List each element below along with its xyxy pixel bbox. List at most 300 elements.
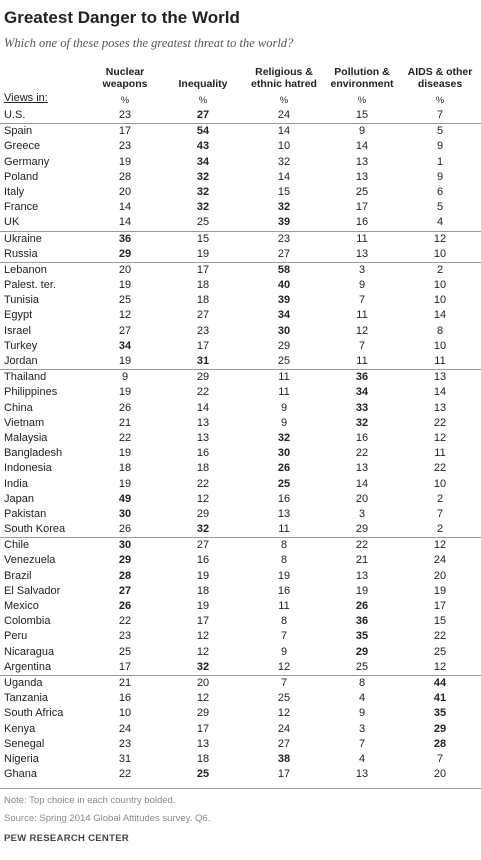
value-cell: 19 — [118, 355, 132, 367]
value-cell: 29 — [277, 339, 291, 352]
value-cell: 16 — [118, 692, 132, 705]
value-cell: 12 — [196, 630, 210, 643]
value-cell: 18 — [196, 752, 210, 765]
value-cell: 30 — [277, 324, 291, 337]
column-header-line2: environment — [330, 78, 394, 90]
column-header-line1: AIDS & other — [407, 66, 473, 78]
country-label: Chile — [4, 539, 30, 552]
value-cell: 20 — [118, 263, 132, 276]
value-cell: 11 — [278, 386, 290, 399]
country-label: Kenya — [4, 722, 36, 735]
value-cell: 36 — [355, 615, 369, 628]
value-cell: 32 — [196, 660, 210, 673]
value-cell: 18 — [196, 584, 210, 597]
table-row — [0, 215, 481, 230]
country-label: Venezuela — [4, 554, 56, 567]
value-cell: 9 — [436, 170, 444, 183]
value-cell: 12 — [433, 539, 447, 552]
value-cell: 21 — [118, 416, 132, 429]
table-row — [0, 614, 481, 629]
country-label: Turkey — [4, 339, 38, 352]
country-label: Bangladesh — [4, 447, 63, 460]
value-cell: 14 — [433, 309, 447, 322]
table-row — [0, 691, 481, 706]
value-cell: 22 — [433, 630, 447, 643]
table-row — [0, 324, 481, 339]
table-row — [0, 537, 481, 553]
data-table — [0, 108, 481, 782]
value-cell: 9 — [280, 645, 288, 658]
value-cell: 7 — [436, 507, 444, 520]
table-row — [0, 569, 481, 584]
country-label: UK — [4, 216, 20, 229]
country-label: Russia — [4, 247, 38, 260]
table-row — [0, 522, 481, 537]
value-cell: 12 — [118, 309, 132, 322]
value-cell: 10 — [433, 279, 447, 292]
value-cell: 12 — [196, 492, 210, 505]
value-cell: 17 — [118, 660, 132, 673]
value-cell: 13 — [355, 247, 369, 260]
country-label: Thailand — [4, 371, 47, 384]
table-row — [0, 477, 481, 492]
country-label: South Korea — [4, 523, 66, 536]
value-cell: 18 — [196, 279, 210, 292]
value-cell: 16 — [196, 554, 210, 567]
value-cell: 14 — [355, 140, 369, 153]
value-cell: 19 — [277, 569, 291, 582]
value-cell: 9 — [358, 707, 366, 720]
table-row — [0, 231, 481, 247]
value-cell: 54 — [196, 125, 210, 138]
table-row — [0, 123, 481, 139]
table-row — [0, 108, 481, 123]
table-row — [0, 369, 481, 385]
table-row — [0, 155, 481, 170]
table-row — [0, 446, 481, 461]
value-cell: 17 — [118, 125, 132, 138]
table-row — [0, 461, 481, 476]
value-cell: 34 — [277, 309, 291, 322]
value-cell: 11 — [278, 523, 290, 536]
table-bottom-rule — [0, 788, 481, 789]
value-cell: 21 — [118, 676, 132, 689]
country-label: Tanzania — [4, 692, 49, 705]
table-row — [0, 629, 481, 644]
value-cell: 25 — [277, 692, 291, 705]
value-cell: 32 — [277, 201, 291, 214]
table-row — [0, 675, 481, 691]
value-cell: 19 — [196, 569, 210, 582]
value-cell: 29 — [196, 507, 210, 520]
country-label: Lebanon — [4, 263, 47, 276]
value-cell: 31 — [118, 752, 132, 765]
value-cell: 8 — [436, 324, 444, 337]
country-label: Japan — [4, 492, 34, 505]
value-cell: 11 — [356, 232, 368, 245]
value-cell: 23 — [196, 324, 210, 337]
value-cell: 32 — [196, 523, 210, 536]
value-cell: 19 — [433, 584, 447, 597]
unit-label: % — [198, 95, 208, 106]
table-row — [0, 185, 481, 200]
table-row — [0, 767, 481, 782]
value-cell: 49 — [118, 492, 132, 505]
value-cell: 7 — [436, 752, 444, 765]
country-label: U.S. — [4, 109, 26, 121]
table-row — [0, 339, 481, 354]
value-cell: 31 — [196, 355, 210, 367]
value-cell: 23 — [118, 109, 132, 121]
value-cell: 44 — [433, 676, 447, 689]
value-cell: 10 — [433, 247, 447, 260]
column-header-line1: Inequality — [178, 78, 228, 90]
table-row — [0, 553, 481, 568]
value-cell: 5 — [436, 125, 444, 138]
value-cell: 27 — [118, 584, 132, 597]
value-cell: 32 — [196, 201, 210, 214]
value-cell: 21 — [355, 554, 369, 567]
value-cell: 27 — [196, 539, 210, 552]
value-cell: 16 — [277, 584, 291, 597]
value-cell: 20 — [118, 185, 132, 198]
country-label: Peru — [4, 630, 28, 643]
value-cell: 14 — [355, 477, 369, 490]
value-cell: 25 — [118, 294, 132, 307]
unit-label: % — [357, 95, 367, 106]
value-cell: 22 — [118, 431, 132, 444]
table-row — [0, 139, 481, 154]
value-cell: 29 — [196, 371, 210, 384]
value-cell: 12 — [196, 692, 210, 705]
chart-title: Greatest Danger to the World — [4, 8, 240, 27]
value-cell: 3 — [358, 263, 366, 276]
value-cell: 20 — [433, 569, 447, 582]
column-header-line1: Pollution & — [334, 66, 390, 78]
country-label: Brazil — [4, 569, 32, 582]
country-label: Argentina — [4, 660, 52, 673]
value-cell: 7 — [358, 294, 366, 307]
country-label: South Africa — [4, 707, 64, 720]
value-cell: 19 — [118, 477, 132, 490]
value-cell: 30 — [277, 447, 291, 460]
value-cell: 29 — [355, 523, 369, 536]
value-cell: 23 — [118, 630, 132, 643]
value-cell: 29 — [355, 645, 369, 658]
table-row — [0, 599, 481, 614]
value-cell: 20 — [433, 768, 447, 781]
value-cell: 2 — [436, 263, 444, 276]
value-cell: 24 — [118, 722, 132, 735]
value-cell: 32 — [355, 416, 369, 429]
value-cell: 27 — [277, 247, 291, 260]
value-cell: 4 — [436, 216, 444, 229]
table-row — [0, 401, 481, 416]
value-cell: 17 — [433, 600, 447, 612]
value-cell: 9 — [280, 416, 288, 429]
value-cell: 27 — [196, 309, 210, 322]
value-cell: 22 — [118, 615, 132, 628]
row-header-label: Views in: — [4, 92, 48, 104]
value-cell: 23 — [118, 140, 132, 153]
value-cell: 25 — [196, 216, 210, 229]
country-label: Pakistan — [4, 507, 47, 520]
value-cell: 39 — [277, 294, 291, 307]
value-cell: 33 — [355, 401, 369, 414]
value-cell: 5 — [436, 201, 444, 214]
value-cell: 13 — [355, 768, 369, 781]
value-cell: 18 — [196, 294, 210, 307]
value-cell: 25 — [355, 185, 369, 198]
value-cell: 13 — [355, 155, 369, 168]
value-cell: 3 — [358, 507, 366, 520]
table-row — [0, 200, 481, 215]
value-cell: 32 — [196, 170, 210, 183]
value-cell: 13 — [196, 431, 210, 444]
org-credit: PEW RESEARCH CENTER — [4, 833, 129, 844]
column-header — [85, 66, 165, 90]
value-cell: 18 — [118, 462, 132, 475]
value-cell: 25 — [118, 645, 132, 658]
value-cell: 19 — [355, 584, 369, 597]
value-cell: 19 — [118, 447, 132, 460]
table-row — [0, 278, 481, 293]
table-row — [0, 293, 481, 308]
value-cell: 36 — [118, 232, 132, 245]
value-cell: 9 — [121, 371, 129, 384]
value-cell: 38 — [277, 752, 291, 765]
value-cell: 17 — [196, 722, 210, 735]
value-cell: 10 — [277, 140, 291, 153]
value-cell: 27 — [196, 109, 210, 121]
value-cell: 17 — [277, 768, 291, 781]
value-cell: 12 — [277, 707, 291, 720]
value-cell: 25 — [355, 660, 369, 673]
value-cell: 15 — [277, 185, 291, 198]
column-header-line2: diseases — [417, 78, 463, 90]
value-cell: 7 — [280, 630, 288, 643]
value-cell: 10 — [433, 339, 447, 352]
value-cell: 6 — [436, 185, 444, 198]
country-label: Israel — [4, 324, 31, 337]
value-cell: 39 — [277, 216, 291, 229]
value-cell: 18 — [196, 462, 210, 475]
value-cell: 13 — [355, 170, 369, 183]
value-cell: 12 — [196, 645, 210, 658]
value-cell: 13 — [277, 507, 291, 520]
value-cell: 14 — [118, 201, 132, 214]
value-cell: 7 — [358, 737, 366, 750]
value-cell: 19 — [118, 155, 132, 168]
value-cell: 7 — [280, 676, 288, 689]
value-cell: 15 — [196, 232, 210, 245]
country-label: China — [4, 401, 33, 414]
value-cell: 17 — [196, 263, 210, 276]
table-row — [0, 170, 481, 185]
value-cell: 13 — [355, 569, 369, 582]
value-cell: 13 — [433, 401, 447, 414]
table-row — [0, 645, 481, 660]
country-label: Vietnam — [4, 416, 45, 429]
value-cell: 14 — [433, 386, 447, 399]
value-cell: 22 — [355, 447, 369, 460]
value-cell: 36 — [355, 371, 369, 384]
value-cell: 20 — [196, 676, 210, 689]
value-cell: 27 — [277, 737, 291, 750]
country-label: Philippines — [4, 386, 58, 399]
value-cell: 9 — [358, 125, 366, 138]
value-cell: 7 — [358, 339, 366, 352]
value-cell: 30 — [118, 507, 132, 520]
value-cell: 22 — [355, 539, 369, 552]
value-cell: 28 — [433, 737, 447, 750]
country-label: Ukraine — [4, 232, 42, 245]
column-header — [168, 78, 238, 90]
value-cell: 11 — [434, 447, 446, 460]
value-cell: 14 — [118, 216, 132, 229]
value-cell: 8 — [280, 539, 288, 552]
table-row — [0, 660, 481, 675]
table-row — [0, 752, 481, 767]
table-row — [0, 416, 481, 431]
country-label: Mexico — [4, 600, 39, 612]
country-label: Germany — [4, 155, 50, 168]
value-cell: 7 — [436, 109, 444, 121]
value-cell: 22 — [196, 386, 210, 399]
country-label: Greece — [4, 140, 41, 153]
country-label: Malaysia — [4, 431, 48, 444]
value-cell: 11 — [356, 309, 368, 322]
value-cell: 34 — [196, 155, 210, 168]
value-cell: 25 — [433, 645, 447, 658]
value-cell: 12 — [355, 324, 369, 337]
value-cell: 12 — [433, 660, 447, 673]
table-row — [0, 584, 481, 599]
country-label: Senegal — [4, 737, 45, 750]
footnote: Note: Top choice in each country bolded. — [4, 795, 176, 806]
value-cell: 16 — [277, 492, 291, 505]
column-header — [322, 66, 402, 90]
value-cell: 1 — [436, 155, 444, 168]
value-cell: 10 — [433, 477, 447, 490]
unit-label: % — [279, 95, 289, 106]
country-label: Nigeria — [4, 752, 39, 765]
value-cell: 2 — [436, 492, 444, 505]
table-row — [0, 354, 481, 369]
value-cell: 13 — [355, 462, 369, 475]
value-cell: 16 — [355, 431, 369, 444]
value-cell: 8 — [280, 615, 288, 628]
value-cell: 17 — [196, 615, 210, 628]
unit-label: % — [435, 95, 445, 106]
country-label: Palest. ter. — [4, 279, 56, 292]
value-cell: 13 — [196, 737, 210, 750]
table-row — [0, 507, 481, 522]
country-label: Spain — [4, 125, 33, 138]
value-cell: 25 — [196, 768, 210, 781]
table-row — [0, 722, 481, 737]
table-row — [0, 262, 481, 278]
value-cell: 3 — [358, 722, 366, 735]
value-cell: 12 — [277, 660, 291, 673]
value-cell: 19 — [118, 279, 132, 292]
value-cell: 12 — [433, 232, 447, 245]
value-cell: 26 — [118, 600, 132, 612]
value-cell: 22 — [196, 477, 210, 490]
value-cell: 40 — [277, 279, 291, 292]
value-cell: 9 — [358, 279, 366, 292]
value-cell: 24 — [277, 722, 291, 735]
value-cell: 14 — [277, 125, 291, 138]
country-label: Egypt — [4, 309, 33, 322]
value-cell: 28 — [118, 170, 132, 183]
table-row — [0, 247, 481, 262]
chart-subtitle: Which one of these poses the greatest threat to the world? — [4, 36, 294, 50]
value-cell: 16 — [355, 216, 369, 229]
unit-label: % — [120, 95, 130, 106]
value-cell: 17 — [196, 339, 210, 352]
value-cell: 4 — [358, 752, 366, 765]
country-label: France — [4, 201, 39, 214]
value-cell: 32 — [277, 155, 291, 168]
country-label: India — [4, 477, 28, 490]
value-cell: 23 — [118, 737, 132, 750]
value-cell: 29 — [196, 707, 210, 720]
value-cell: 19 — [118, 386, 132, 399]
value-cell: 13 — [433, 371, 447, 384]
value-cell: 43 — [196, 140, 210, 153]
value-cell: 14 — [277, 170, 291, 183]
value-cell: 10 — [433, 294, 447, 307]
value-cell: 29 — [118, 554, 132, 567]
value-cell: 26 — [277, 462, 291, 475]
value-cell: 19 — [196, 600, 210, 612]
country-label: Uganda — [4, 676, 43, 689]
value-cell: 26 — [355, 600, 369, 612]
value-cell: 35 — [355, 630, 369, 643]
table-row — [0, 706, 481, 721]
country-label: Jordan — [4, 355, 38, 367]
value-cell: 22 — [433, 462, 447, 475]
value-cell: 9 — [280, 401, 288, 414]
value-cell: 8 — [358, 676, 366, 689]
column-header-line1: Religious & — [255, 66, 313, 78]
value-cell: 35 — [433, 707, 447, 720]
value-cell: 30 — [118, 539, 132, 552]
table-row — [0, 385, 481, 400]
country-label: Colombia — [4, 615, 51, 628]
value-cell: 8 — [280, 554, 288, 567]
value-cell: 32 — [196, 185, 210, 198]
value-cell: 11 — [278, 600, 290, 612]
country-label: Tunisia — [4, 294, 40, 307]
value-cell: 58 — [277, 263, 291, 276]
table-row — [0, 431, 481, 446]
value-cell: 32 — [277, 431, 291, 444]
table-row — [0, 308, 481, 323]
value-cell: 2 — [436, 523, 444, 536]
column-header-line2: weapons — [102, 78, 148, 90]
value-cell: 15 — [355, 109, 369, 121]
value-cell: 4 — [358, 692, 366, 705]
value-cell: 13 — [196, 416, 210, 429]
value-cell: 24 — [433, 554, 447, 567]
value-cell: 15 — [433, 615, 447, 628]
column-header — [240, 66, 328, 90]
value-cell: 25 — [277, 355, 291, 367]
value-cell: 23 — [277, 232, 291, 245]
source-note: Source: Spring 2014 Global Attitudes survey. Q6. — [4, 813, 211, 824]
